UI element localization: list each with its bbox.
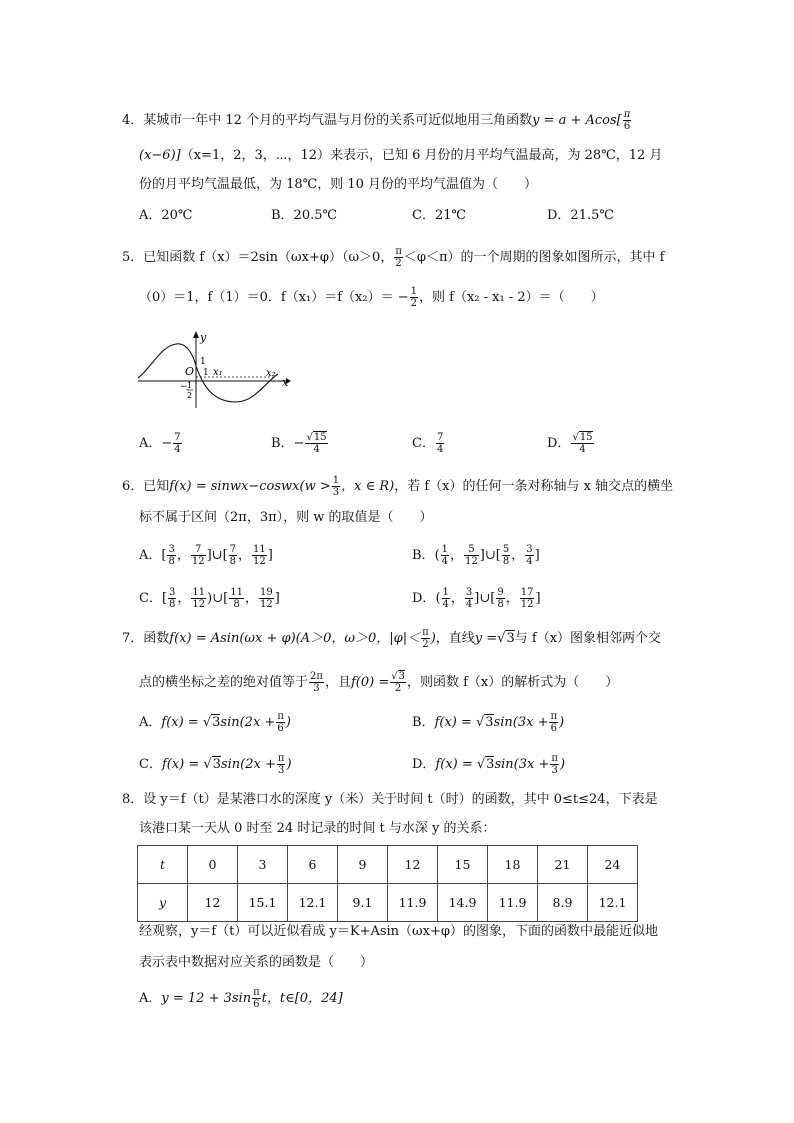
graph-x1: x₁	[213, 367, 223, 378]
q5-line1: 5．已知函数 f（x）＝2sin（ωx+φ）（ω＞0， $\frac{\pi}{2}$ ＜φ＜π）的一个周期的图象如图所示，其中 f	[122, 246, 665, 269]
q6-line2: 标不属于区间（2π，3π），则 w 的取值是（ ）	[139, 510, 433, 525]
graph-y-label: y	[200, 331, 207, 344]
q5-sine-graph	[136, 328, 296, 410]
table-cell: 15	[438, 846, 488, 884]
table-cell: 0	[188, 846, 238, 884]
q6-option-c: C．[ $\frac{3}{8}$ ， $\frac{11}{12}$ )∪[ $\frac{11}{8}$ ， $\frac{19}{12}$ ]	[139, 587, 280, 610]
q8-option-a: A．y = 12 + 3sin $\frac{\pi}{6}$ t，t∈[0，24]	[139, 987, 343, 1010]
table-cell: 11.9	[488, 884, 538, 922]
graph-origin: O	[185, 365, 195, 378]
q4-option-a: A．20℃	[139, 208, 193, 223]
graph-half-num: 1	[187, 381, 193, 390]
q4-line2: (x−6)]（x=1，2，3，⋯，12）来表示，已知 6 月份的月平均气温最高，为 28℃，12 月	[139, 148, 663, 163]
q5-line2: （0）＝1，f（1）＝0．f（x₁）＝f（x₂）＝ − $\frac{1}{2}$ ，则 f（x₂ - x₁ - 2）＝（ ）	[139, 286, 604, 309]
table-row	[138, 884, 638, 922]
q5-option-b: B．− $\frac{√15}{4}$	[271, 432, 327, 455]
q7-line1: 7．函数f(x) = Asin(ωx + φ)(A＞0，ω＞0，|φ|＜ $\frac{\pi}{2}$ )，直线y =√3与 f（x）图象相邻两个交	[122, 627, 662, 650]
q4-option-d: D．21.5℃	[547, 208, 614, 223]
q5-option-a: A．− $\frac{7}{4}$	[139, 432, 181, 455]
q6-line1: 6．已知f(x) = sinwx−coswx(w > $\frac{1}{3}$ ，x ∈ R)，若 f（x）的任何一条对称轴与 x 轴交点的横坐	[122, 475, 674, 498]
q4-line3: 份的月平均气温最低，为 18℃，则 10 月份的平均气温值为（ ）	[139, 177, 538, 192]
y-axis-arrow-icon	[193, 331, 199, 338]
table-cell: 24	[588, 846, 638, 884]
table-cell: 12	[388, 846, 438, 884]
table-cell: 12.1	[288, 884, 338, 922]
graph-neg: −	[180, 382, 188, 392]
table-cell: 9.1	[338, 884, 388, 922]
q8-line3: 经观察，y＝f（t）可以近似看成 y＝K+Asin（ωx+φ）的图象，下面的函数中最能近似地	[139, 924, 658, 939]
graph-one-x: 1	[203, 368, 209, 378]
q7-option-d: D．f(x) = √3sin(3x + $\frac{\pi}{3}$ )	[412, 753, 566, 776]
q8-line1: 8．设 y＝f（t）是某港口水的深度 y（米）关于时间 t（时）的函数，其中 0≤t≤24，下表是	[122, 792, 658, 807]
q7-line2: 点的横坐标之差的绝对值等于 $\frac{2\pi}{3}$ ，且f(0) = $\frac{√3}{2}$ ，则函数 f（x）的解析式为（ ）	[139, 671, 619, 694]
table-cell: 12.1	[588, 884, 638, 922]
table-cell: 9	[338, 846, 388, 884]
table-cell: 12	[188, 884, 238, 922]
q4-option-c: C．21℃	[412, 208, 467, 223]
q4-option-b: B．20.5℃	[271, 208, 338, 223]
table-cell: 8.9	[538, 884, 588, 922]
q5-option-d: D． $\frac{√15}{4}$	[547, 432, 593, 455]
q4-line1: 4．某城市一年中 12 个月的平均气温与月份的关系可近似地用三角函数y = a + Acos[ $\frac{\pi}{6}$	[122, 109, 631, 132]
q6-option-b: B．( $\frac{1}{4}$ ， $\frac{5}{12}$ ]∪[ $\frac{5}{8}$ ， $\frac{3}{4}$ ]	[412, 544, 540, 567]
table-cell: 18	[488, 846, 538, 884]
q6-option-a: A．[ $\frac{3}{8}$ ， $\frac{7}{12}$ ]∪[ $\frac{7}{8}$ ， $\frac{11}{12}$ ]	[139, 544, 273, 567]
graph-one-y: 1	[200, 357, 206, 367]
q5-option-c: C． $\frac{7}{4}$	[412, 432, 444, 455]
q6-option-d: D．( $\frac{1}{4}$ ， $\frac{3}{4}$ ]∪[ $\frac{9}{8}$ ， $\frac{17}{12}$ ]	[412, 587, 541, 610]
q8-line4: 表示表中数据对应关系的函数是（ ）	[139, 955, 374, 970]
table-cell: 11.9	[388, 884, 438, 922]
q8-data-table	[137, 845, 638, 922]
table-cell: 6	[288, 846, 338, 884]
table-cell: 3	[238, 846, 288, 884]
q7-option-c: C．f(x) = √3sin(2x + $\frac{\pi}{3}$ )	[139, 753, 292, 776]
table-cell: 15.1	[238, 884, 288, 922]
graph-x2: x₂	[266, 368, 276, 379]
q8-line2: 该港口某一天从 0 时至 24 时记录的时间 t 与水深 y 的关系：	[139, 821, 496, 836]
table-cell: 21	[538, 846, 588, 884]
graph-x-label: x	[282, 376, 289, 389]
graph-half-den: 2	[187, 391, 193, 400]
table-cell: y	[138, 884, 188, 922]
q7-option-b: B．f(x) = √3sin(3x + $\frac{\pi}{6}$ )	[412, 711, 565, 734]
table-cell: t	[138, 846, 188, 884]
table-row	[138, 846, 638, 884]
q7-option-a: A．f(x) = √3sin(2x + $\frac{\pi}{6}$ )	[139, 711, 291, 734]
table-cell: 14.9	[438, 884, 488, 922]
